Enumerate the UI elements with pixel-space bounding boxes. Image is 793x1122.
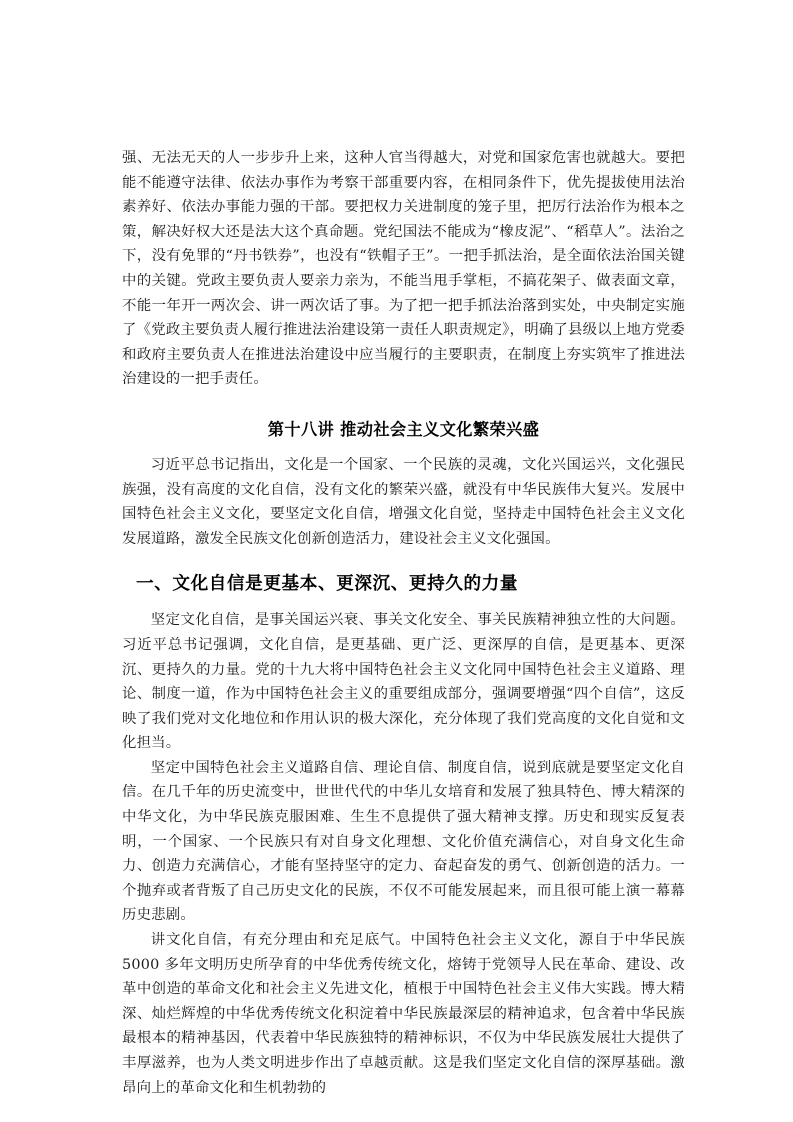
section-heading: 一、文化自信是更基本、更深沉、更持久的力量	[136, 574, 519, 595]
continued-paragraph: 强、无法无天的人一步步升上来，这种人官当得越大，对党和国家危害也就越大。要把能不能遵守法律、依法办事作为考察干部重要内容，在相同条件下，优先提拔使用法治素养好、依法办事能力强的干部。要把权力关进制度的笼子里，把厉行法治作为根本之策，解决好权大还是法大这个真命题。党纪国法不能成为“橡皮泥”、“稻草人”。法治之下，没有免罪的“丹书铁券”，也没有“铁帽子王”。一把手抓法治，是全面依法治国关键中的关键。党政主要负责人要亲力亲为，不能当甩手掌柜，不搞花架子、做表面文章，不能一年开一两次会、讲一两次话了事。为了把一把手抓法治落到实处，中央制定实施了《党政主要负责人履行推进法治建设第一责任人职责规定》，明确了县级以上地方党委和政府主要负责人在推进法治建设中应当履行的主要职责，在制度上夯实筑牢了推进法治建设的一把手责任。	[122, 150, 685, 388]
lecture-intro-paragraph: 习近平总书记指出，文化是一个国家、一个民族的灵魂，文化兴国运兴，文化强民族强，没有高度的文化自信，没有文化的繁荣兴盛，就没有中华民族伟大复兴。发展中国特色社会主义文化，要坚定文化自信，增强文化自觉，坚持走中国特色社会主义文化发展道路，激发全民族文化创新创造活力，建设社会主义文化强国。	[122, 456, 685, 547]
section-paragraph-1: 坚定文化自信，是事关国运兴衰、事关文化安全、事关民族精神独立性的大问题。习近平总书记强调，文化自信，是更基础、更广泛、更深厚的自信，是更基本、更深沉、更持久的力量。党的十九大将中国特色社会主义文化同中国特色社会主义道路、理论、制度一道，作为中国特色社会主义的重要组成部分，强调要增强“四个自信”，这反映了我们党对文化地位和作用认识的极大深化，充分体现了我们党高度的文化自觉和文化担当。	[122, 612, 685, 752]
lecture-title: 第十八讲 推动社会主义文化繁荣兴盛	[267, 419, 540, 439]
section-paragraph-3: 讲文化自信，有充分理由和充足底气。中国特色社会主义文化，源自于中华民族 5000 多年文明历史所孕育的中华优秀传统文化，熔铸于党领导人民在革命、建设、改革中创造的革命文化和社会主义先进文化，植根于中国特色社会主义伟大实践。博大精深、灿烂辉煌的中华优秀传统文化积淀着中华民族最深层的精神追求，包含着中华民族最根本的精神基因，代表着中华民族独特的精神标识，不仅为中华民族发展壮大提供了丰厚滋养，也为人类文明进步作出了卓越贡献。这是我们坚定文化自信的深厚基础。激昂向上的革命文化和生机勃勃的	[122, 932, 685, 1096]
document-page	[122, 146, 685, 1100]
section-paragraph-2: 坚定中国特色社会主义道路自信、理论自信、制度自信，说到底就是要坚定文化自信。在几千年的历史流变中，世世代代的中华儿女培育和发展了独具特色、博大精深的中华文化，为中华民族克服困难、生生不息提供了强大精神支撑。历史和现实反复表明，一个国家、一个民族只有对自身文化理想、文化价值充满信心，对自身文化生命力、创造力充满信心，才能有坚持坚守的定力、奋起奋发的勇气、创新创造的活力。一个抛弃或者背叛了自己历史文化的民族，不仅不可能发展起来，而且很可能上演一幕幕历史悲剧。	[122, 759, 685, 924]
